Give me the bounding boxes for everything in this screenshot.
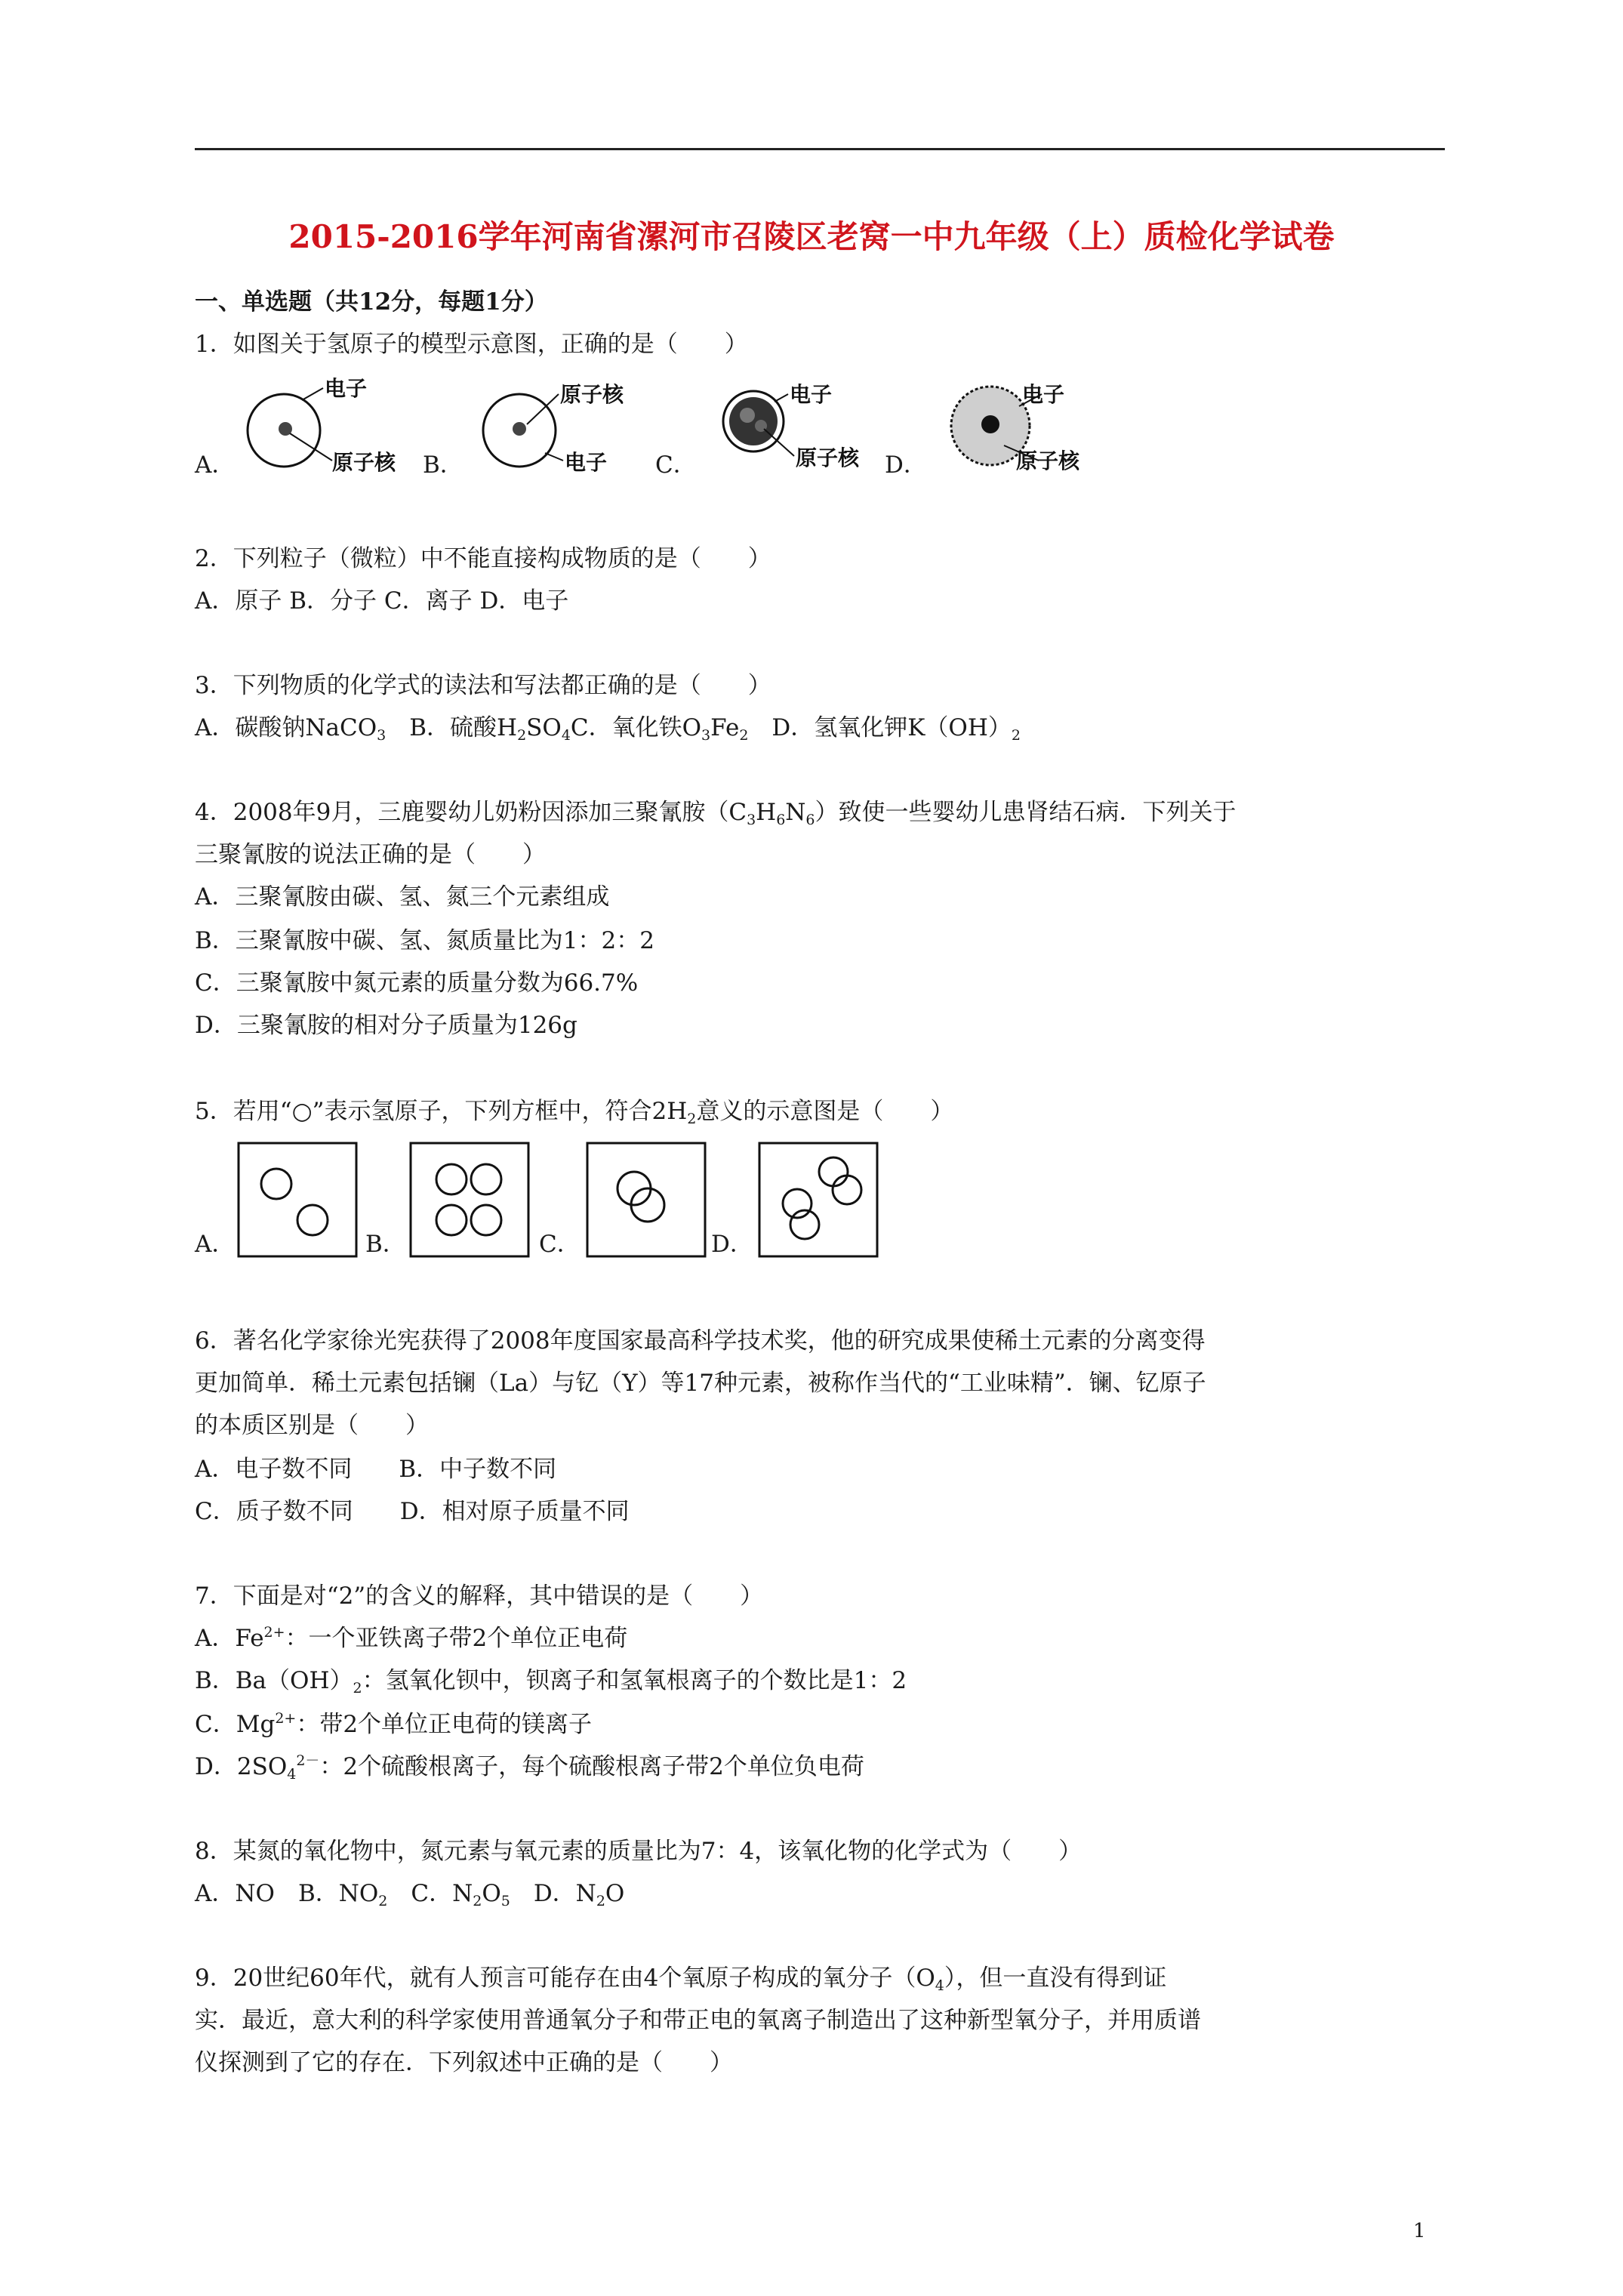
q5-box-c [586, 1142, 708, 1259]
q5-box-d [758, 1142, 880, 1259]
q4-option-a: A．三聚氰胺由碳、氢、氮三个元素组成 [195, 883, 610, 911]
q4-option-c: C．三聚氰胺中氮元素的质量分数为66.7% [195, 969, 639, 997]
header-rule [195, 148, 1445, 150]
q1-label-a: A． [195, 451, 236, 479]
q3-option-d: D．氢氧化钾K（OH） [771, 714, 1012, 741]
q3-stem: 3．下列物质的化学式的读法和写法都正确的是（ ） [195, 672, 771, 699]
q6-options-ab: A．电子数不同 B．中子数不同 [195, 1456, 557, 1483]
q3-option-b: B．硫酸H [409, 714, 518, 741]
q1-diagram-b [462, 376, 658, 482]
q4-option-b: B．三聚氰胺中碳、氢、氮质量比为1：2：2 [195, 927, 654, 954]
q5-stem: 5．若用“○”表示氢原子，下列方框中，符合$2H_2$意义的示意图是（ ） [195, 1098, 954, 1127]
q1-stem: 1．如图关于氢原子的模型示意图，正确的是（ ） [195, 331, 748, 358]
q9-stem-line2: 实．最近，意大利的科学家使用普通氧分子和带正电的氧离子制造出了这种新型氧分子，并用质谱 [195, 2007, 1201, 2034]
q1-label-b: B． [423, 451, 463, 479]
q4-option-d: D．三聚氰胺的相对分子质量为126g [195, 1012, 577, 1039]
q1b-nucleus-label: 原子核 [560, 382, 624, 407]
q7-option-b: B．$Ba(OH)_2$：氢氧化钡中，钡离子和氢氧根离子的个数比是1：2 [195, 1667, 907, 1697]
page-title: 2015-2016学年河南省漯河市召陵区老窝一中九年级（上）质检化学试卷 [288, 218, 1335, 255]
q1-diagram-d [929, 376, 1125, 482]
q1-diagram-c [696, 376, 892, 482]
q1-diagram-a [226, 376, 423, 482]
q1d-nucleus-label: 原子核 [1016, 448, 1080, 473]
q7-option-d: D．$2SO_4^{2-}$：2个硫酸根离子，每个硫酸根离子带2个单位负电荷 [195, 1752, 864, 1783]
q3-options: A．碳酸钠NaCO$_3$ B．硫酸$H_2SO_4C$．氧化铁$O_3Fe_2$ D．氢氧化钾$K(OH)_2$ [195, 714, 1021, 744]
q2-stem: 2．下列粒子（微粒）中不能直接构成物质的是（ ） [195, 545, 771, 572]
q6-stem-line1: 6．著名化学家徐光宪获得了2008年度国家最高科学技术奖，他的研究成果使稀土元素的分离变得 [195, 1327, 1206, 1354]
q5-box-b [409, 1142, 531, 1259]
q5-label-b: B． [365, 1231, 406, 1258]
page-number: 1 [1413, 2220, 1426, 2242]
q1a-nucleus-label: 原子核 [332, 450, 396, 475]
q1-label-d: D． [885, 451, 927, 479]
q1a-electron-label: 电子 [325, 376, 368, 401]
q4-stem-line2: 三聚氰胺的说法正确的是（ ） [195, 841, 546, 868]
q5-label-a: A． [195, 1231, 236, 1258]
q8-options: A．NO B．$NO_2$ C．$N_2O_5$ D．$N_2O$ [195, 1880, 625, 1909]
q9-stem-line3: 仪探测到了它的存在．下列叙述中正确的是（ ） [195, 2049, 733, 2076]
q8-stem: 8．某氮的氧化物中，氮元素与氧元素的质量比为7：4，该氧化物的化学式为（ ） [195, 1838, 1083, 1865]
q1-label-c: C． [655, 451, 697, 479]
q5-label-d: D． [711, 1231, 753, 1258]
q3-option-a: A．碳酸钠NaCO [195, 714, 377, 741]
q1b-electron-label: 电子 [565, 450, 608, 475]
q9-stem-line1: 9．20世纪60年代，就有人预言可能存在由4个氧原子构成的氧分子$(O_4)$，但一直没有得到证 [195, 1965, 1167, 1994]
q1c-electron-label: 电子 [790, 382, 833, 407]
q4-stem-line1: 4．2008年9月，三鹿婴幼儿奶粉因添加三聚氰胺$(C_3H_6N_6)$致使一些婴幼儿患肾结石病．下列关于 [195, 799, 1236, 828]
q7-stem: 7．下面是对“2”的含义的解释，其中错误的是（ ） [195, 1583, 764, 1610]
q1d-electron-label: 电子 [1022, 382, 1065, 407]
q6-options-cd: C．质子数不同 D．相对原子质量不同 [195, 1498, 630, 1525]
q5-box-a [237, 1142, 359, 1259]
q1c-nucleus-label: 原子核 [796, 445, 860, 470]
q7-option-a: A．$Fe^{2+}$：一个亚铁离子带2个单位正电荷 [195, 1624, 628, 1652]
q5-label-c: C． [539, 1231, 581, 1258]
q7-option-c: C．$Mg^{2+}$：带2个单位正电荷的镁离子 [195, 1710, 593, 1738]
section-heading: 一、单选题（共12分，每题1分） [195, 288, 548, 316]
q6-stem-line2: 更加简单．稀土元素包括镧（La）与钇（Y）等17种元素，被称作当代的“工业味精”．镧、钇原子 [195, 1370, 1206, 1397]
q3-option-c: C．氧化铁O [570, 714, 702, 741]
q2-options: A．原子 B．分子 C．离子 D．电子 [195, 587, 569, 615]
q6-stem-line3: 的本质区别是（ ） [195, 1412, 429, 1439]
